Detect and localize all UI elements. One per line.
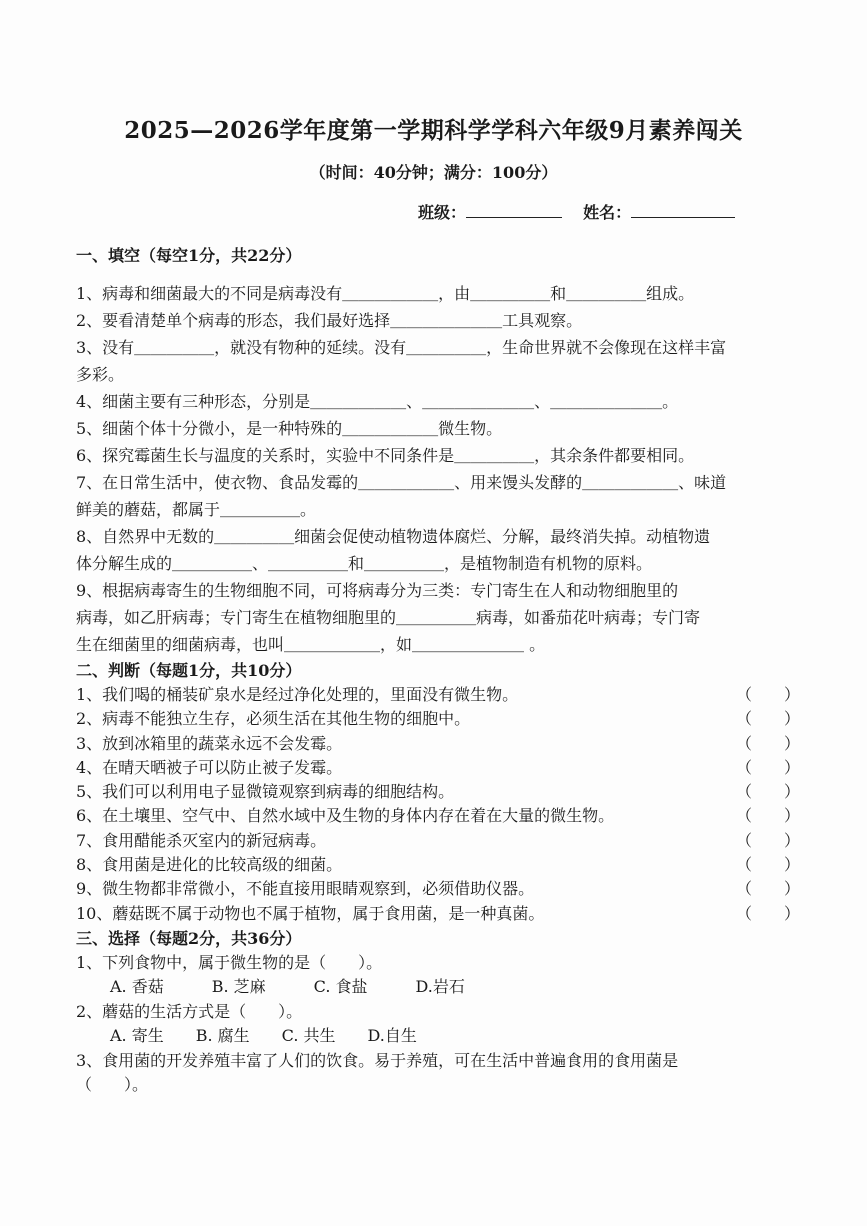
exam-title: 2025—2026学年度第一学期科学学科六年级9月素养闯关 <box>124 117 743 144</box>
answer-paren[interactable]: （ ） <box>736 757 801 777</box>
answer-paren[interactable]: （ ） <box>736 685 801 704</box>
section-choice-title: 三、选择（每题2分，共36分） <box>76 928 302 948</box>
judge-question <box>76 902 801 926</box>
choice-block <box>76 951 796 1098</box>
answer-paren[interactable]: （ ） <box>736 903 801 923</box>
judge-question <box>76 707 801 731</box>
fill-question-cont: 病毒，如乙肝病毒；专门寄生在植物细胞里的＿＿＿＿＿病毒，如番茄花叶病毒；专门寄 <box>76 608 701 627</box>
name-blank[interactable] <box>631 201 735 218</box>
judge-question <box>76 780 801 804</box>
fill-question-cont: 鲜美的蘑菇，都属于＿＿＿＿＿。 <box>76 500 317 519</box>
judge-question <box>76 683 801 707</box>
student-info <box>418 200 735 223</box>
judge-question <box>76 877 801 901</box>
judge-block <box>76 683 801 926</box>
judge-text: 9、微生物都非常微小，不能直接用眼睛观察到，必须借助仪器。 <box>76 879 535 899</box>
class-label: 班级： <box>418 203 467 222</box>
exam-subtitle: （时间：40分钟；满分：100分） <box>309 163 558 182</box>
judge-text: 2、病毒不能独立生存，必须生活在其他生物的细胞中。 <box>76 709 471 729</box>
judge-question <box>76 756 801 780</box>
name-label: 姓名： <box>583 203 632 222</box>
judge-text: 6、在土壤里、空气中、自然水域中及生物的身体内存在着在大量的微生物。 <box>76 806 615 826</box>
fill-question: 1、病毒和细菌最大的不同是病毒没有＿＿＿＿＿＿，由＿＿＿＿＿和＿＿＿＿＿组成。 <box>76 284 695 303</box>
choice-question-cont: （ ）。 <box>76 1075 149 1095</box>
judge-question <box>76 853 801 877</box>
fill-question: 7、在日常生活中，使衣物、食品发霉的＿＿＿＿＿＿、用来馒头发酵的＿＿＿＿＿＿、味道 <box>76 473 727 492</box>
choice-question: 2、蘑菇的生活方式是（ ）。 <box>76 1001 303 1021</box>
choice-options[interactable]: A. 香菇 B. 芝麻 C. 食盐 D.岩石 <box>110 977 465 997</box>
fill-question-cont: 生在细菌里的细菌病毒，也叫＿＿＿＿＿＿，如＿＿＿＿＿＿＿ 。 <box>76 635 546 654</box>
answer-paren[interactable]: （ ） <box>736 855 801 875</box>
fill-question: 6、探究霉菌生长与温度的关系时，实验中不同条件是＿＿＿＿＿，其余条件都要相同。 <box>76 446 695 465</box>
class-blank[interactable] <box>466 201 562 218</box>
section-fill-title: 一、填空（每空1分，共22分） <box>76 246 302 265</box>
fill-question: 8、自然界中无数的＿＿＿＿＿细菌会促使动植物遗体腐烂、分解，最终消失掉。动植物遗 <box>76 527 711 546</box>
fill-question: 3、没有＿＿＿＿＿，就没有物种的延续。没有＿＿＿＿＿，生命世界就不会像现在这样丰富 <box>76 338 727 357</box>
judge-text: 3、放到冰箱里的蔬菜永远不会发霉。 <box>76 733 343 753</box>
answer-paren[interactable]: （ ） <box>736 709 801 729</box>
judge-text: 8、食用菌是进化的比较高级的细菌。 <box>76 855 343 875</box>
judge-text: 5、我们可以利用电子显微镜观察到病毒的细胞结构。 <box>76 782 455 802</box>
judge-text: 10、蘑菇既不属于动物也不属于植物，属于食用菌，是一种真菌。 <box>76 903 545 923</box>
judge-question <box>76 804 801 828</box>
answer-paren[interactable]: （ ） <box>736 879 801 899</box>
choice-question: 1、下列食物中，属于微生物的是（ ）。 <box>76 952 383 972</box>
choice-options[interactable]: A. 寄生 B. 腐生 C. 共生 D.自生 <box>110 1026 417 1046</box>
judge-question <box>76 732 801 756</box>
answer-paren[interactable]: （ ） <box>736 830 801 850</box>
choice-question: 3、食用菌的开发养殖丰富了人们的饮食。易于养殖，可在生活中普遍食用的食用菌是 <box>76 1050 679 1070</box>
judge-question <box>76 829 801 853</box>
fill-block <box>76 280 796 658</box>
fill-question: 5、细菌个体十分微小，是一种特殊的＿＿＿＿＿＿微生物。 <box>76 419 503 438</box>
fill-question: 9、根据病毒寄生的生物细胞不同，可将病毒分为三类：专门寄生在人和动物细胞里的 <box>76 581 679 600</box>
section-judge-title: 二、判断（每题1分，共10分） <box>76 661 302 680</box>
exam-content <box>76 244 801 1098</box>
answer-paren[interactable]: （ ） <box>736 806 801 826</box>
answer-paren[interactable]: （ ） <box>736 733 801 753</box>
fill-question-cont: 多彩。 <box>76 365 125 384</box>
fill-question: 4、细菌主要有三种形态，分别是＿＿＿＿＿＿、＿＿＿＿＿＿＿、＿＿＿＿＿＿＿。 <box>76 392 679 411</box>
fill-question-cont: 体分解生成的＿＿＿＿＿、＿＿＿＿＿和＿＿＿＿＿，是植物制造有机物的原料。 <box>76 554 653 573</box>
judge-text: 4、在晴天晒被子可以防止被子发霉。 <box>76 757 343 777</box>
fill-question: 2、要看清楚单个病毒的形态，我们最好选择＿＿＿＿＿＿＿工具观察。 <box>76 311 583 330</box>
judge-text: 7、食用醋能杀灭室内的新冠病毒。 <box>76 830 327 850</box>
answer-paren[interactable]: （ ） <box>736 782 801 802</box>
judge-text: 1、我们喝的桶装矿泉水是经过净化处理的，里面没有微生物。 <box>76 685 519 704</box>
